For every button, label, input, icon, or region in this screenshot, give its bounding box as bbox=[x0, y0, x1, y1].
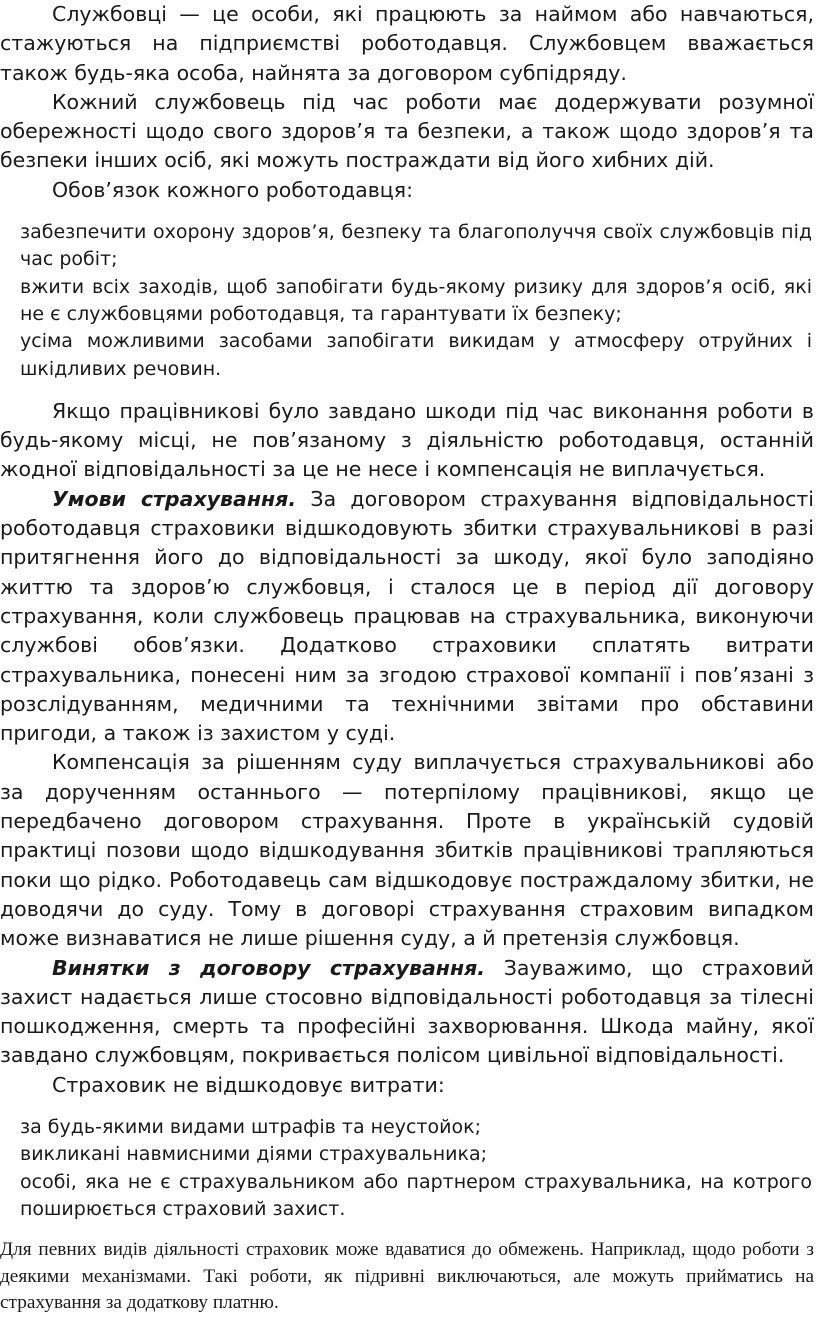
paragraph-employee-duty: Кожний службовець під час роботи має додержувати розумної обережності щодо свого здоров’я та безпеки, а також щодо здоров’я та безпеки інших осіб, які можуть постраждати від його хибних дій. bbox=[0, 89, 814, 173]
employer-duties-list bbox=[0, 219, 816, 383]
list-item: вжити всіх заходів, щоб запобігати будь-якому ризику для здоров’я осіб, які не є службовцями роботодавця, та гарантувати їх безпеку; bbox=[20, 275, 812, 325]
section-heading-insurance-conditions: Умови страхування. bbox=[52, 486, 297, 511]
list-item: за будь-якими видами штрафів та неустойок; bbox=[20, 1115, 481, 1138]
list-item: усіма можливими засобами запобігати викидам у атмосферу отруйних і шкідливих речовин. bbox=[20, 330, 812, 380]
paragraph-employees-definition: Службовці — це особи, які працюють за наймом або навчаються, стажуються на підприємстві роботодавця. Службовцем вважається також будь-яка особа, найнята за договором субпідряду. bbox=[0, 2, 814, 85]
paragraph-employer-duty-intro: Обов’язок кожного роботодавця: bbox=[52, 177, 413, 202]
paragraph-not-reimbursed-intro: Страховик не відшкодовує витрати: bbox=[52, 1072, 445, 1097]
paragraph-insurance-conditions bbox=[0, 485, 816, 749]
paragraph-text: За договором страхування відповідальності роботодавця страховики відшкодовують збитки страхувальникові в разі притягнення його до відповідальності за шкоду, якої було заподіяно життю та здоров’ю службовця, і сталося це в період дії договору страхування, коли службовець працював на страхувальника, виконуючи службові обов’язки. Додатково страховики сплатять витрати страхувальника, понесені ним за згодою страхової компанії і пов’язані з розслідуванням, медичними та технічними звітами про обставини пригоди, а також із захистом у суді. bbox=[0, 486, 814, 746]
paragraph-text: Зауважимо, що страховий захист надається лише стосовно відповідальності роботодавця за тілесні пошкодження, смерть та професійні захворювання. Шкода майну, якої завдано службовцям, покривається полісом цивільної відповідальності. bbox=[0, 955, 814, 1068]
list-item: забезпечити охорону здоров’я, безпеку та благополуччя своїх службовців під час робіт; bbox=[20, 221, 812, 271]
not-reimbursed-list bbox=[0, 1114, 816, 1223]
paragraph-no-liability: Якщо працівникові було завдано шкоди під час виконання роботи в будь-якому місці, не пов’язаному з діяльністю роботодавця, останній жодної відповідальності за це не несе і компенсація не виплачується. bbox=[0, 398, 814, 482]
list-item: особі, яка не є страхувальником або партнером страхувальника, на котрого поширюється страховий захист. bbox=[20, 1170, 812, 1220]
paragraph-exclusions bbox=[0, 954, 816, 1071]
paragraph-restrictions: Для певних видів діяльності страховик може вдаватися до обмежень. Наприклад, щодо роботи з деякими механізмами. Такі роботи, як підривні виключаються, але можуть прийматись на страхування за додаткову платню. bbox=[0, 1239, 814, 1314]
section-heading-exclusions: Винятки з договору страхування. bbox=[52, 955, 486, 980]
paragraph-court-compensation: Компенсація за рішенням суду виплачується страхувальникові або за дорученням останнього — потерпілому працівникові, якщо це передбачено договором страхування. Проте в українській судовій практиці позови щодо відшкодування збитків працівникові трапляються поки що рідко. Роботодавець сам відшкодовує постраждалому збитки, не доводячи до суду. Тому в договорі страхування страховим випадком може визнаватися не лише рішення суду, а й претензія службовця. bbox=[0, 750, 814, 951]
list-item: викликані навмисними діями страхувальника; bbox=[20, 1143, 488, 1166]
